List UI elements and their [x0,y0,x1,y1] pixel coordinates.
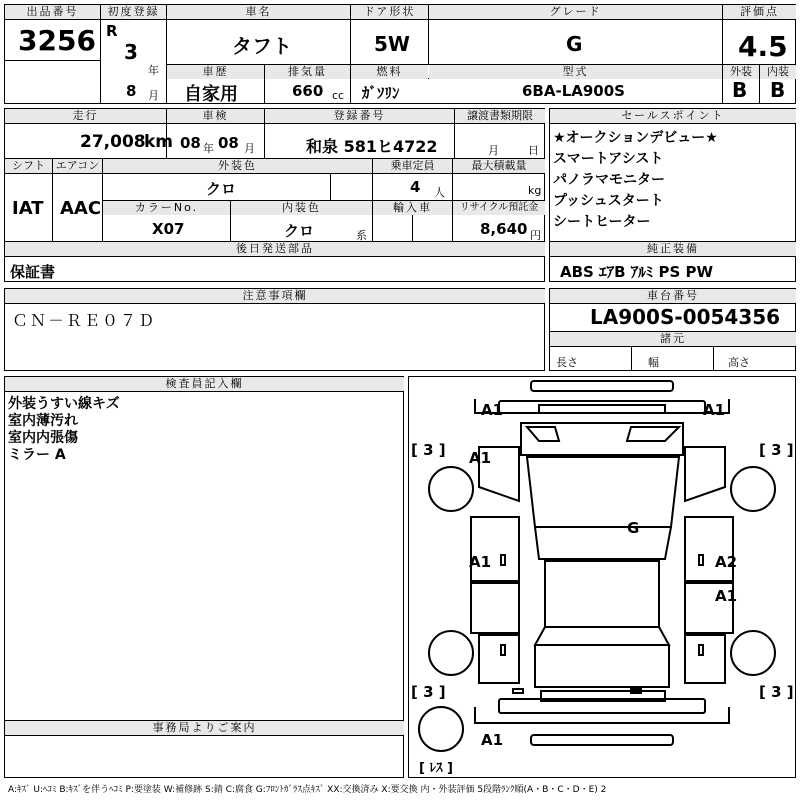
max-load-unit: kg [528,184,542,197]
inspection-label: 車検 [167,109,264,123]
lot-number: 3256 [18,24,96,57]
insp-year: 08 [180,134,201,152]
equipment-label: 純正装備 [550,242,796,256]
spec-label: 諸元 [550,332,796,346]
notes-value: ＣＮ－ＲＥ０７Ｄ [12,311,157,330]
recycle-label: リサイクル預託金 [453,201,545,215]
damage-mark: A1 [715,587,738,605]
displacement-unit: cc [332,89,345,102]
fuel: ｶﾞｿﾘﾝ [362,84,400,102]
spare-tire: [ ﾚｽ ] [419,761,453,776]
car-outline [409,377,795,777]
inspector-line: 室内薄汚れ [8,413,78,429]
damage-mark: A2 [715,553,738,571]
model-label: 型式 [429,65,722,79]
reg-month: 8 [126,82,137,100]
grade: G [566,32,583,56]
car-name: タフト [232,34,292,58]
era: R [106,22,118,40]
insp-year-unit: 年 [203,142,214,155]
history-label: 車歴 [167,65,264,79]
later-parts-label: 後日発送部品 [5,242,545,256]
grade-label: グレード [429,5,722,19]
tire-depth: [ 3 ] [759,683,794,701]
car-name-label: 車名 [167,5,350,19]
int-grade: B [770,78,786,102]
door-type: 5W [374,32,410,56]
int-color: クロ [284,222,315,240]
transfer-day: 日 [528,144,539,157]
capacity-label: 乗車定員 [373,159,452,173]
shift-label: シフト [5,159,52,173]
capacity-unit: 人 [434,186,445,199]
chassis-number: LA900S-0054356 [590,305,781,329]
later-parts: 保証書 [10,263,56,281]
ext-label: 外装 [723,65,759,79]
length-label: 長さ [556,356,578,369]
damage-mark: A1 [481,401,504,419]
damage-mark: G [627,519,640,537]
score-label: 評価点 [723,5,796,19]
door-label: ドア形状 [351,5,428,19]
color-no-label: カラーNo. [103,201,230,215]
damage-mark: A1 [469,449,492,467]
damage-mark: A1 [481,731,504,749]
int-label: 内装 [760,65,796,79]
recycle: 8,640 [480,220,528,238]
fuel-label: 燃料 [351,65,428,79]
inspector-line: ミラー A [8,447,66,463]
office-label: 事務局よりご案内 [5,721,404,735]
damage-mark: A1 [703,401,726,419]
score: 4.5 [738,30,788,63]
ac: AAC [60,198,102,219]
ac-label: エアコン [53,159,102,173]
equipment: ABS ｴｱB ｱﾙﾐ PS PW [560,263,714,281]
month-unit: 月 [148,89,159,102]
tire-depth: [ 3 ] [759,441,794,459]
tire-depth: [ 3 ] [411,683,446,701]
color-no: X07 [152,220,185,238]
tire-depth: [ 3 ] [411,441,446,459]
width-label: 幅 [648,356,659,369]
ext-color: クロ [206,180,237,198]
int-color-label: 内装色 [231,201,372,215]
transfer-month: 月 [488,144,499,157]
damage-diagram [408,376,796,778]
capacity: 4 [410,178,421,196]
sales-points-list [553,130,718,231]
inspector-notes [8,396,120,464]
sales-point-item: シートヒーター [553,214,651,230]
year-unit: 年 [148,64,159,77]
first-reg-label: 初度登録 [101,5,166,19]
sales-point-item: スマートアシスト [553,151,664,167]
notes-label: 注意事項欄 [5,289,545,303]
reg-number-label: 登録番号 [265,109,454,123]
ext-color-label: 外装色 [103,159,372,173]
int-color-unit: 系 [356,229,367,242]
displacement-label: 排気量 [265,65,350,79]
max-load-label: 最大積載量 [453,159,545,173]
sales-point-item: パノラマモニター [553,172,665,188]
damage-mark: A1 [469,553,492,571]
insp-month: 08 [218,134,239,152]
displacement: 660 [292,82,324,100]
height-label: 高さ [728,356,750,369]
insp-month-unit: 月 [244,142,255,155]
mileage-label: 走行 [5,109,166,123]
import-label: 輸入車 [373,201,452,215]
chassis-label: 車台番号 [550,289,796,303]
model-code: 6BA-LA900S [522,82,625,100]
sales-point-item: ★オークションデビュー★ [553,130,718,146]
reg-number: 和泉 581ヒ4722 [306,137,438,156]
mileage-unit: km [144,132,174,152]
recycle-unit: 円 [530,229,541,242]
inspector-line: 外装うすい線キズ [8,396,120,412]
sales-points-label: セールスポイント [550,109,796,123]
inspector-label: 検査員記入欄 [5,377,404,391]
sales-point-item: プッシュスタート [553,193,664,209]
transfer-label: 譲渡書類期限 [455,109,545,123]
lot-label: 出品番号 [5,5,100,19]
reg-year: 3 [124,40,138,64]
shift: IAT [12,198,44,219]
legend: A:ｷｽﾞ U:ﾍｺﾐ B:ｷｽﾞを伴うﾍｺﾐ P:要塗装 W:補修跡 S:錆 C:腐食 G:ﾌﾛﾝﾄｶﾞﾗｽ点ｷｽﾞ XX:交換済み X:要交換 内・外装評価 5段階ﾗﾝｸ順(A・B・C・D・E) 2 [8,785,607,795]
history: 自家用 [184,84,238,105]
inspector-line: 室内内張傷 [8,430,78,446]
mileage: 27,008 [80,132,146,152]
ext-grade: B [732,78,748,102]
